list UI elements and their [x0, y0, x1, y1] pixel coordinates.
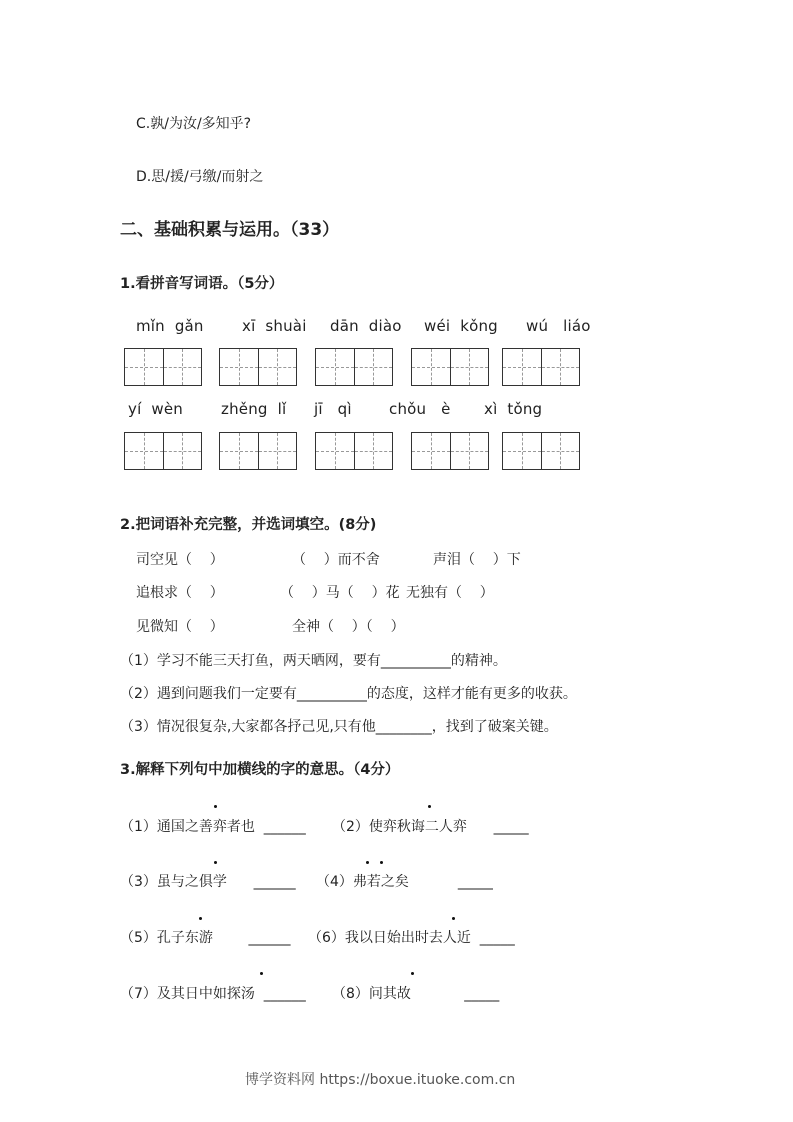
fill-sentence-3: （3）情况很复杂,大家都各抒己见,只有他________，找到了破案关键。	[120, 719, 558, 735]
idiom-8: 全神（ ）（ ）	[292, 619, 405, 635]
emphasis-dot	[452, 917, 455, 920]
idiom-2: （ ）而不舍	[292, 552, 380, 568]
pinyin-7: zhěng lǐ	[221, 400, 287, 418]
idiom-6: 无独有（ ）	[406, 585, 494, 601]
emphasis-dot	[411, 972, 414, 975]
idiom-5: （ ）马（ ）花	[280, 585, 400, 601]
explain-item-8: （8）问其故 _____	[332, 986, 500, 1002]
emphasis-dot	[428, 805, 431, 808]
explain-item-4: （4）弗若之矣 _____	[316, 874, 493, 890]
question-1-title: 1.看拼音写词语。（5分）	[120, 276, 284, 292]
explain-item-6: （6）我以日始出时去人近 _____	[308, 930, 515, 946]
explain-item-3: （3）虽与之俱学 ______	[120, 874, 296, 890]
writing-box-3[interactable]	[315, 348, 393, 386]
writing-box-5[interactable]	[502, 348, 580, 386]
pinyin-9: chǒu è	[389, 400, 451, 418]
pinyin-10: xì tǒng	[484, 400, 543, 418]
writing-box-7[interactable]	[219, 432, 297, 470]
option-c: C.孰/为汝/多知乎?	[136, 116, 252, 132]
idiom-3: 声泪（ ）下	[433, 552, 521, 568]
explain-item-7: （7）及其日中如探汤 ______	[120, 986, 306, 1002]
explain-item-5: （5）孔子东游 ______	[120, 930, 291, 946]
explain-item-1: （1）通国之善弈者也 ______	[120, 819, 306, 835]
emphasis-dot	[214, 861, 217, 864]
pinyin-4: wéi kǒng	[424, 317, 498, 335]
explain-item-2: （2）使弈秋诲二人弈 _____	[332, 819, 529, 835]
fill-sentence-2: （2）遇到问题我们一定要有__________的态度，这样才能有更多的收获。	[120, 686, 577, 702]
writing-box-4[interactable]	[411, 348, 489, 386]
writing-box-9[interactable]	[411, 432, 489, 470]
footer-watermark: 博学资料网 https://boxue.ituoke.com.cn	[245, 1072, 516, 1088]
idiom-7: 见微知（ ）	[136, 619, 224, 635]
emphasis-dot	[214, 805, 217, 808]
fill-sentence-1: （1）学习不能三天打鱼，两天晒网，要有__________的精神。	[120, 653, 507, 669]
question-2-title: 2.把词语补充完整，并选词填空。(8分)	[120, 517, 377, 533]
pinyin-1: mǐn gǎn	[136, 317, 204, 335]
section-title: 二、基础积累与运用。（33）	[120, 220, 340, 240]
option-d: D.思/援/弓缴/而射之	[136, 169, 264, 185]
question-3-title: 3.解释下列句中加横线的字的意思。（4分）	[120, 762, 400, 778]
emphasis-dot	[366, 861, 369, 864]
emphasis-dot	[380, 861, 383, 864]
writing-box-10[interactable]	[502, 432, 580, 470]
writing-box-6[interactable]	[124, 432, 202, 470]
emphasis-dot	[260, 972, 263, 975]
writing-box-2[interactable]	[219, 348, 297, 386]
idiom-4: 追根求（ ）	[136, 585, 224, 601]
writing-box-1[interactable]	[124, 348, 202, 386]
pinyin-6: yí wèn	[128, 400, 183, 418]
pinyin-5: wú liáo	[526, 317, 591, 335]
pinyin-3: dān diào	[330, 317, 402, 335]
writing-box-8[interactable]	[315, 432, 393, 470]
pinyin-2: xī shuài	[242, 317, 307, 335]
idiom-1: 司空见（ ）	[136, 552, 224, 568]
emphasis-dot	[199, 917, 202, 920]
pinyin-8: jī qì	[314, 400, 352, 418]
